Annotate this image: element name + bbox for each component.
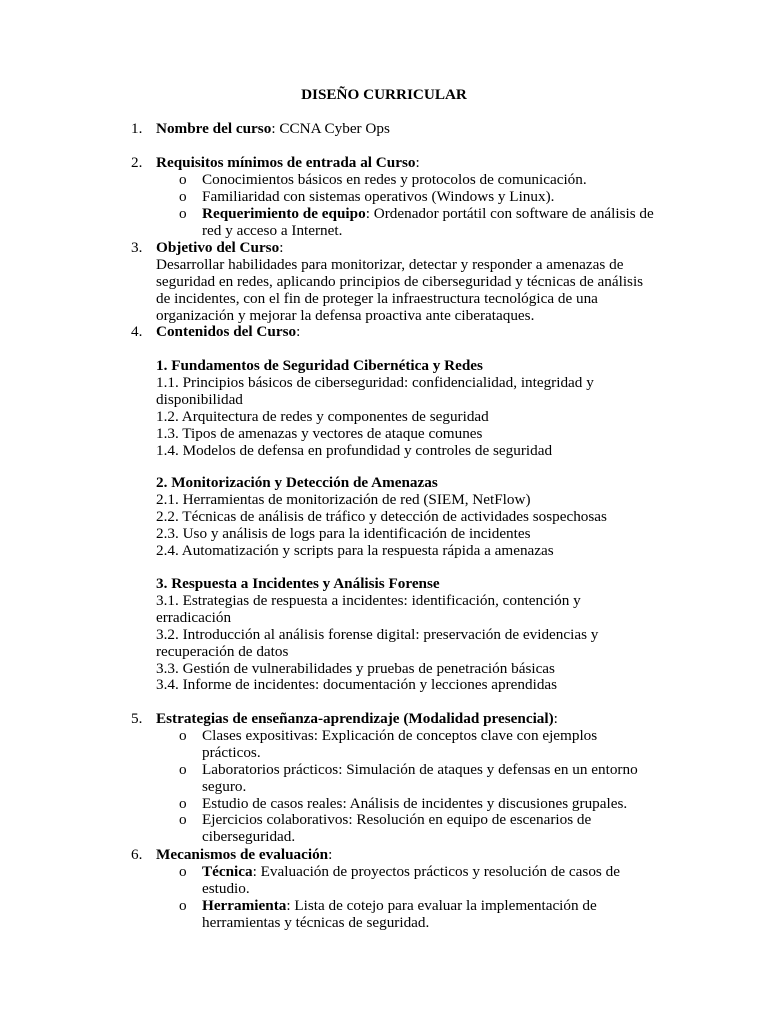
section-course-name: 1. Nombre del curso: CCNA Cyber Ops <box>131 120 390 137</box>
bullet-marker: o <box>179 204 187 222</box>
bullet-marker: o <box>179 811 187 829</box>
module-item: 2.3. Uso y análisis de logs para la identificación de incidentes <box>156 524 531 542</box>
list-item: o Técnica: Evaluación de proyectos prácticos y resolución de casos de estudio. <box>179 862 620 897</box>
module-item: 2.4. Automatización y scripts para la respuesta rápida a amenazas <box>156 541 554 559</box>
module-item: 3.3. Gestión de vulnerabilidades y pruebas de penetración básicas <box>156 659 555 677</box>
list-item: o Estudio de casos reales: Análisis de incidentes y discusiones grupales. <box>179 794 628 812</box>
section-number: 1. <box>131 120 143 137</box>
list-item: o Requerimiento de equipo: Ordenador portátil con software de análisis de red y acceso a Internet. <box>179 204 654 239</box>
section-course-objective: 3. Objetivo del Curso: Desarrollar habilidades para monitorizar, detectar y responder a amenazas de seguridad en redes, aplicando principios de ciberseguridad y técnicas de análisis de incidentes, con el fin de proteger la infraestructura tecnológica de una organización y mejorar la defensa proactiva ante ciberataques. <box>131 240 671 325</box>
module-item: 3.4. Informe de incidentes: documentación y lecciones aprendidas <box>156 676 558 694</box>
list-item: o Herramienta: Lista de cotejo para evaluar la implementación de herramientas y técnicas de seguridad. <box>179 896 597 931</box>
bullet-marker: o <box>179 170 187 188</box>
section-label: Estrategias de enseñanza-aprendizaje (Modalidad presencial) <box>156 710 554 727</box>
objective-text: Desarrollar habilidades para monitorizar, detectar y responder a amenazas de seguridad en redes, aplicando principios de ciberseguridad y técnicas de análisis de incidentes, con el fin de proteger la infraestructura tecnológica de una organización y mejorar la defensa proactiva ante ciberataques. <box>156 255 644 324</box>
module-heading: 3. Respuesta a Incidentes y Análisis Forense <box>156 575 440 592</box>
bullet-marker: o <box>179 760 187 778</box>
module-item: 3.2. Introducción al análisis forense digital: preservación de evidencias y recuperación de datos <box>156 625 599 660</box>
list-item: o Clases expositivas: Explicación de conceptos clave con ejemplos prácticos. <box>179 726 598 761</box>
module-item: 1.2. Arquitectura de redes y componentes de seguridad <box>156 407 489 425</box>
bullet-marker: o <box>179 794 187 812</box>
list-item: o Familiaridad con sistemas operativos (Windows y Linux). <box>179 187 555 205</box>
section-number: 6. <box>131 846 143 863</box>
document-title: DISEÑO CURRICULAR <box>301 86 467 103</box>
section-teaching-strategies: 5. Estrategias de enseñanza-aprendizaje (Modalidad presencial): o Clases expositivas: Explicación de conceptos clave con ejemplos prácticos. o Laboratorios prácticos: Simulación de ataques y defensas en un entorno seguro. o Estudio de casos reales: Análisis de incidentes y discusiones grupales. o Ejercicios colaborativos: Resolución en equipo de escenarios de ciberseguridad. <box>131 711 671 846</box>
bullet-marker: o <box>179 862 187 880</box>
list-item: o Ejercicios colaborativos: Resolución en equipo de escenarios de ciberseguridad. <box>179 811 592 846</box>
section-number: 3. <box>131 239 143 256</box>
section-label: Nombre del curso <box>156 120 272 137</box>
section-entry-requirements: 2. Requisitos mínimos de entrada al Curso: o Conocimientos básicos en redes y protocolos de comunicación. o Familiaridad con sistemas operativos (Windows y Linux). o Requerimiento de equipo: Ordenador portátil con software de análisis de red y acceso a Internet. <box>131 154 654 239</box>
module-item: 1.1. Principios básicos de ciberseguridad: confidencialidad, integridad y disponibilidad <box>156 373 594 408</box>
list-item: o Conocimientos básicos en redes y protocolos de comunicación. <box>179 170 587 188</box>
module-heading: 2. Monitorización y Detección de Amenazas <box>156 474 438 491</box>
section-label: Contenidos del Curso <box>156 323 297 340</box>
section-number: 4. <box>131 323 143 340</box>
section-number: 5. <box>131 710 143 727</box>
section-course-contents: 4. Contenidos del Curso: <box>131 323 301 340</box>
course-name-value: CCNA Cyber Ops <box>279 120 390 137</box>
section-label: Requisitos mínimos de entrada al Curso <box>156 154 416 171</box>
bullet-marker: o <box>179 896 187 914</box>
bullet-marker: o <box>179 187 187 205</box>
module-heading: 1. Fundamentos de Seguridad Cibernética y Redes <box>156 357 483 374</box>
module-item: 2.1. Herramientas de monitorización de red (SIEM, NetFlow) <box>156 490 531 508</box>
contents-module-2 <box>156 475 636 560</box>
module-item: 1.4. Modelos de defensa en profundidad y controles de seguridad <box>156 441 553 459</box>
module-item: 2.2. Técnicas de análisis de tráfico y detección de actividades sospechosas <box>156 507 607 525</box>
module-item: 1.3. Tipos de amenazas y vectores de ataque comunes <box>156 424 483 442</box>
section-label: Mecanismos de evaluación <box>156 846 329 863</box>
section-label: Objetivo del Curso <box>156 239 280 256</box>
section-evaluation: 6. Mecanismos de evaluación: o Técnica: Evaluación de proyectos prácticos y resolución de casos de estudio. o Herramienta: Lista de cotejo para evaluar la implementación de herramientas y técnicas de seguridad. <box>131 847 671 932</box>
contents-module-1 <box>156 358 636 459</box>
module-item: 3.1. Estrategias de respuesta a incidentes: identificación, contención y erradicación <box>156 591 581 626</box>
section-number: 2. <box>131 154 143 171</box>
bullet-marker: o <box>179 726 187 744</box>
list-item: o Laboratorios prácticos: Simulación de ataques y defensas en un entorno seguro. <box>179 760 638 795</box>
contents-module-3 <box>156 576 636 694</box>
